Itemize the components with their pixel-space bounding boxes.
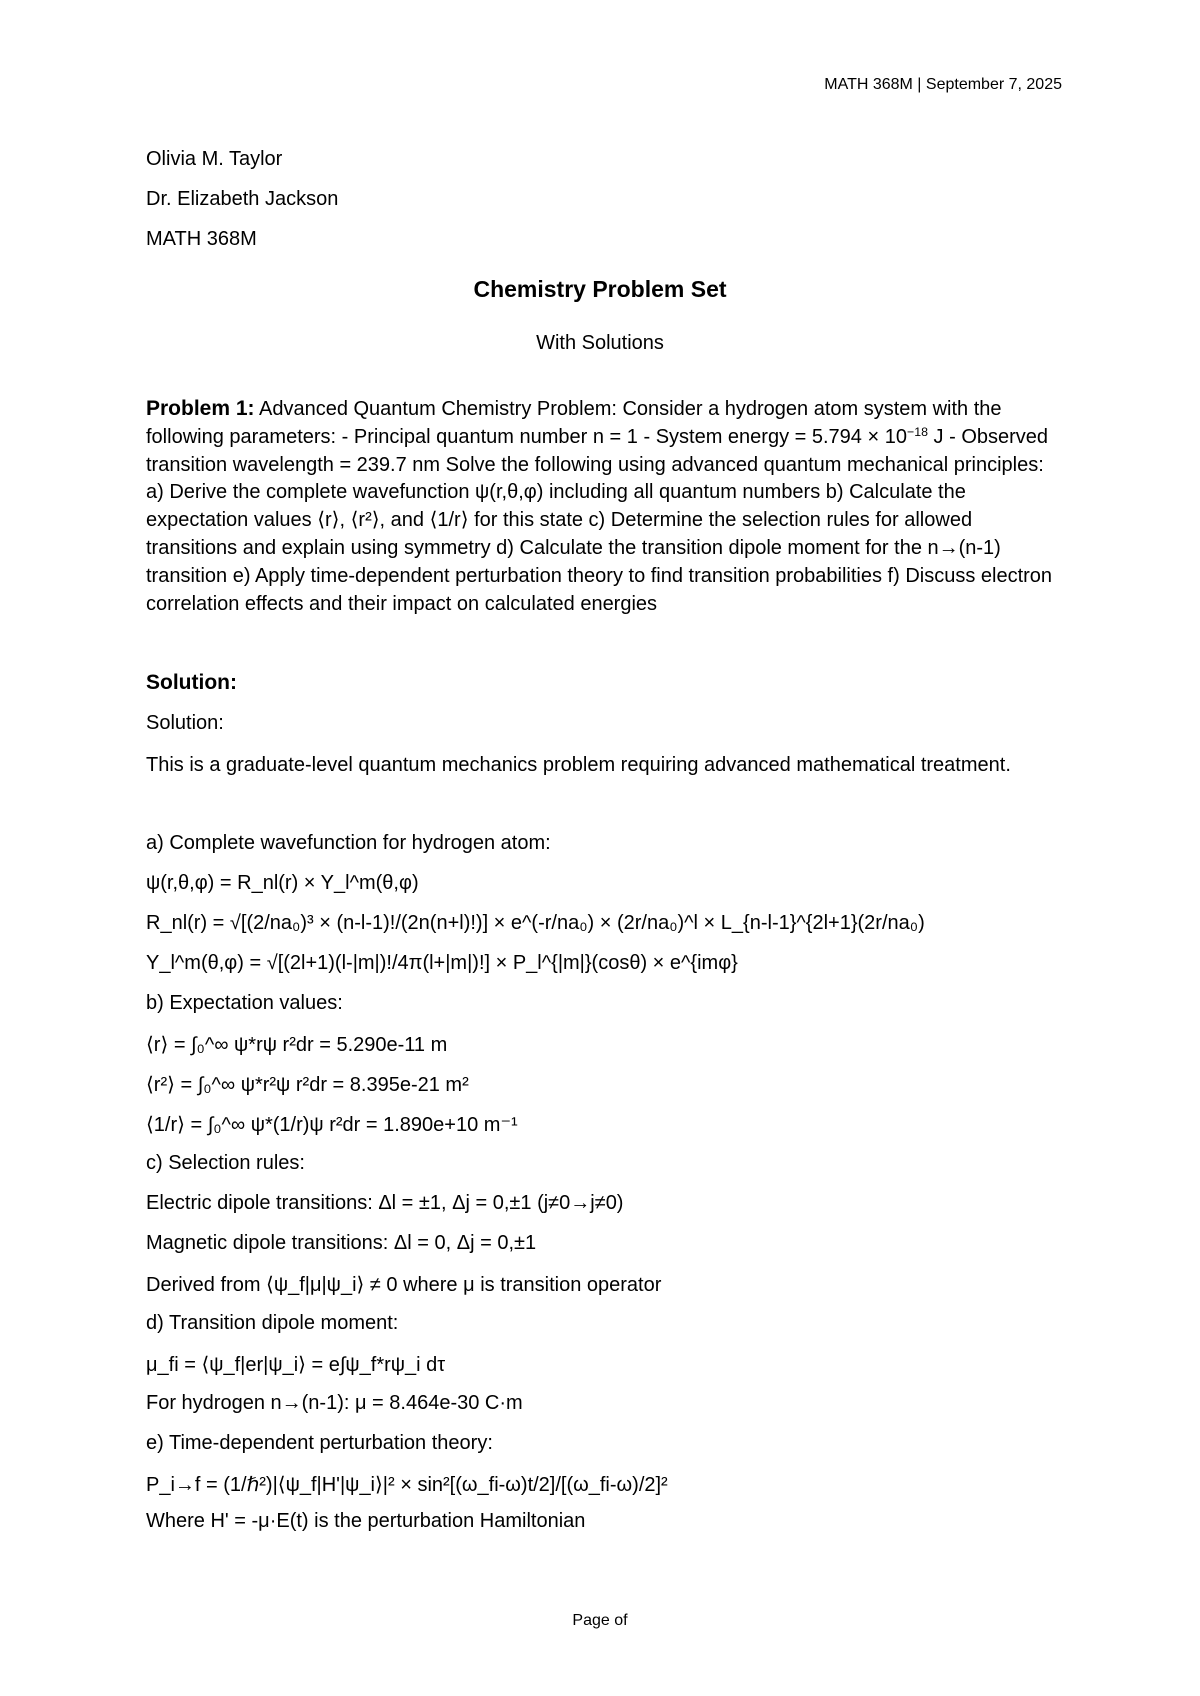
- course-code: MATH 368M: [146, 228, 257, 250]
- solution-line: Electric dipole transitions: Δl = ±1, Δj = 0,±1 (j≠0→j≠0): [146, 1192, 624, 1214]
- solution-line: P_i→f = (1/ℏ²)|⟨ψ_f|H'|ψ_i⟩|² × sin²[(ω_fi-ω)t/2]/[(ω_fi-ω)/2]²: [146, 1474, 668, 1496]
- problem-text-part2: J - Observed transition wavelength = 239.7 nm Solve the following using advanced quantum mechanical principles: a) Derive the complete wavefunction ψ(r,θ,φ) including all quantum numbers b) Calculate the expectation values ⟨r⟩, ⟨r²⟩, and ⟨1/r⟩ for this state c) Determine the selection rules for allowed transitions and explain using symmetry d) Calculate the transition dipole moment for the n→(n-1) transition e) Apply time-dependent perturbation theory to find transition probabilities f) Discuss electron correlation effects and their impact on calculated energies: [146, 425, 1053, 615]
- instructor-name: Dr. Elizabeth Jackson: [146, 188, 339, 210]
- solution-line: Where H' = -μ·E(t) is the perturbation Hamiltonian: [146, 1510, 586, 1532]
- problem-exponent: −18: [906, 424, 928, 439]
- student-name: Olivia M. Taylor: [146, 148, 283, 170]
- solution-line: R_nl(r) = √[(2/na₀)³ × (n-l-1)!/(2n(n+l)!)] × e^(-r/na₀) × (2r/na₀)^l × L_{n-l-1}^{2l+1}(2r/na₀): [146, 912, 925, 934]
- solution-line: For hydrogen n→(n-1): μ = 8.464e-30 C·m: [146, 1392, 523, 1414]
- solution-line: c) Selection rules:: [146, 1152, 305, 1174]
- solution-line: Solution:: [146, 712, 224, 734]
- solution-heading: Solution:: [146, 671, 237, 694]
- problem-label: Problem 1:: [146, 397, 255, 420]
- solution-line: Derived from ⟨ψ_f|μ|ψ_i⟩ ≠ 0 where μ is transition operator: [146, 1274, 662, 1296]
- solution-line: ψ(r,θ,φ) = R_nl(r) × Y_l^m(θ,φ): [146, 872, 419, 894]
- solution-line: a) Complete wavefunction for hydrogen atom:: [146, 832, 551, 854]
- solution-line: b) Expectation values:: [146, 992, 343, 1014]
- page-footer: Page of: [572, 1612, 628, 1629]
- document-title: Chemistry Problem Set: [473, 276, 727, 302]
- solution-line: ⟨1/r⟩ = ∫₀^∞ ψ*(1/r)ψ r²dr = 1.890e+10 m⁻¹: [146, 1114, 518, 1136]
- solution-line: ⟨r⟩ = ∫₀^∞ ψ*rψ r²dr = 5.290e-11 m: [146, 1034, 448, 1056]
- solution-line: μ_fi = ⟨ψ_f|er|ψ_i⟩ = e∫ψ_f*rψ_i dτ: [146, 1354, 446, 1376]
- solution-line: ⟨r²⟩ = ∫₀^∞ ψ*r²ψ r²dr = 8.395e-21 m²: [146, 1074, 469, 1096]
- solution-line: Y_l^m(θ,φ) = √[(2l+1)(l-|m|)!/4π(l+|m|)!] × P_l^{|m|}(cosθ) × e^{imφ}: [146, 952, 738, 974]
- document-subtitle: With Solutions: [536, 332, 664, 354]
- solution-line: Magnetic dipole transitions: Δl = 0, Δj = 0,±1: [146, 1232, 537, 1254]
- solution-line: e) Time-dependent perturbation theory:: [146, 1432, 493, 1454]
- problem-text-part1: Advanced Quantum Chemistry Problem: Consider a hydrogen atom system with the following parameters: - Principal quantum number n = 1 - System energy = 5.794 × 10: [146, 398, 1002, 448]
- solution-line: This is a graduate-level quantum mechanics problem requiring advanced mathematical treatment.: [146, 754, 1011, 776]
- solution-line: d) Transition dipole moment:: [146, 1312, 399, 1334]
- problem-statement: [146, 395, 1066, 618]
- running-header: MATH 368M | September 7, 2025: [824, 76, 1062, 93]
